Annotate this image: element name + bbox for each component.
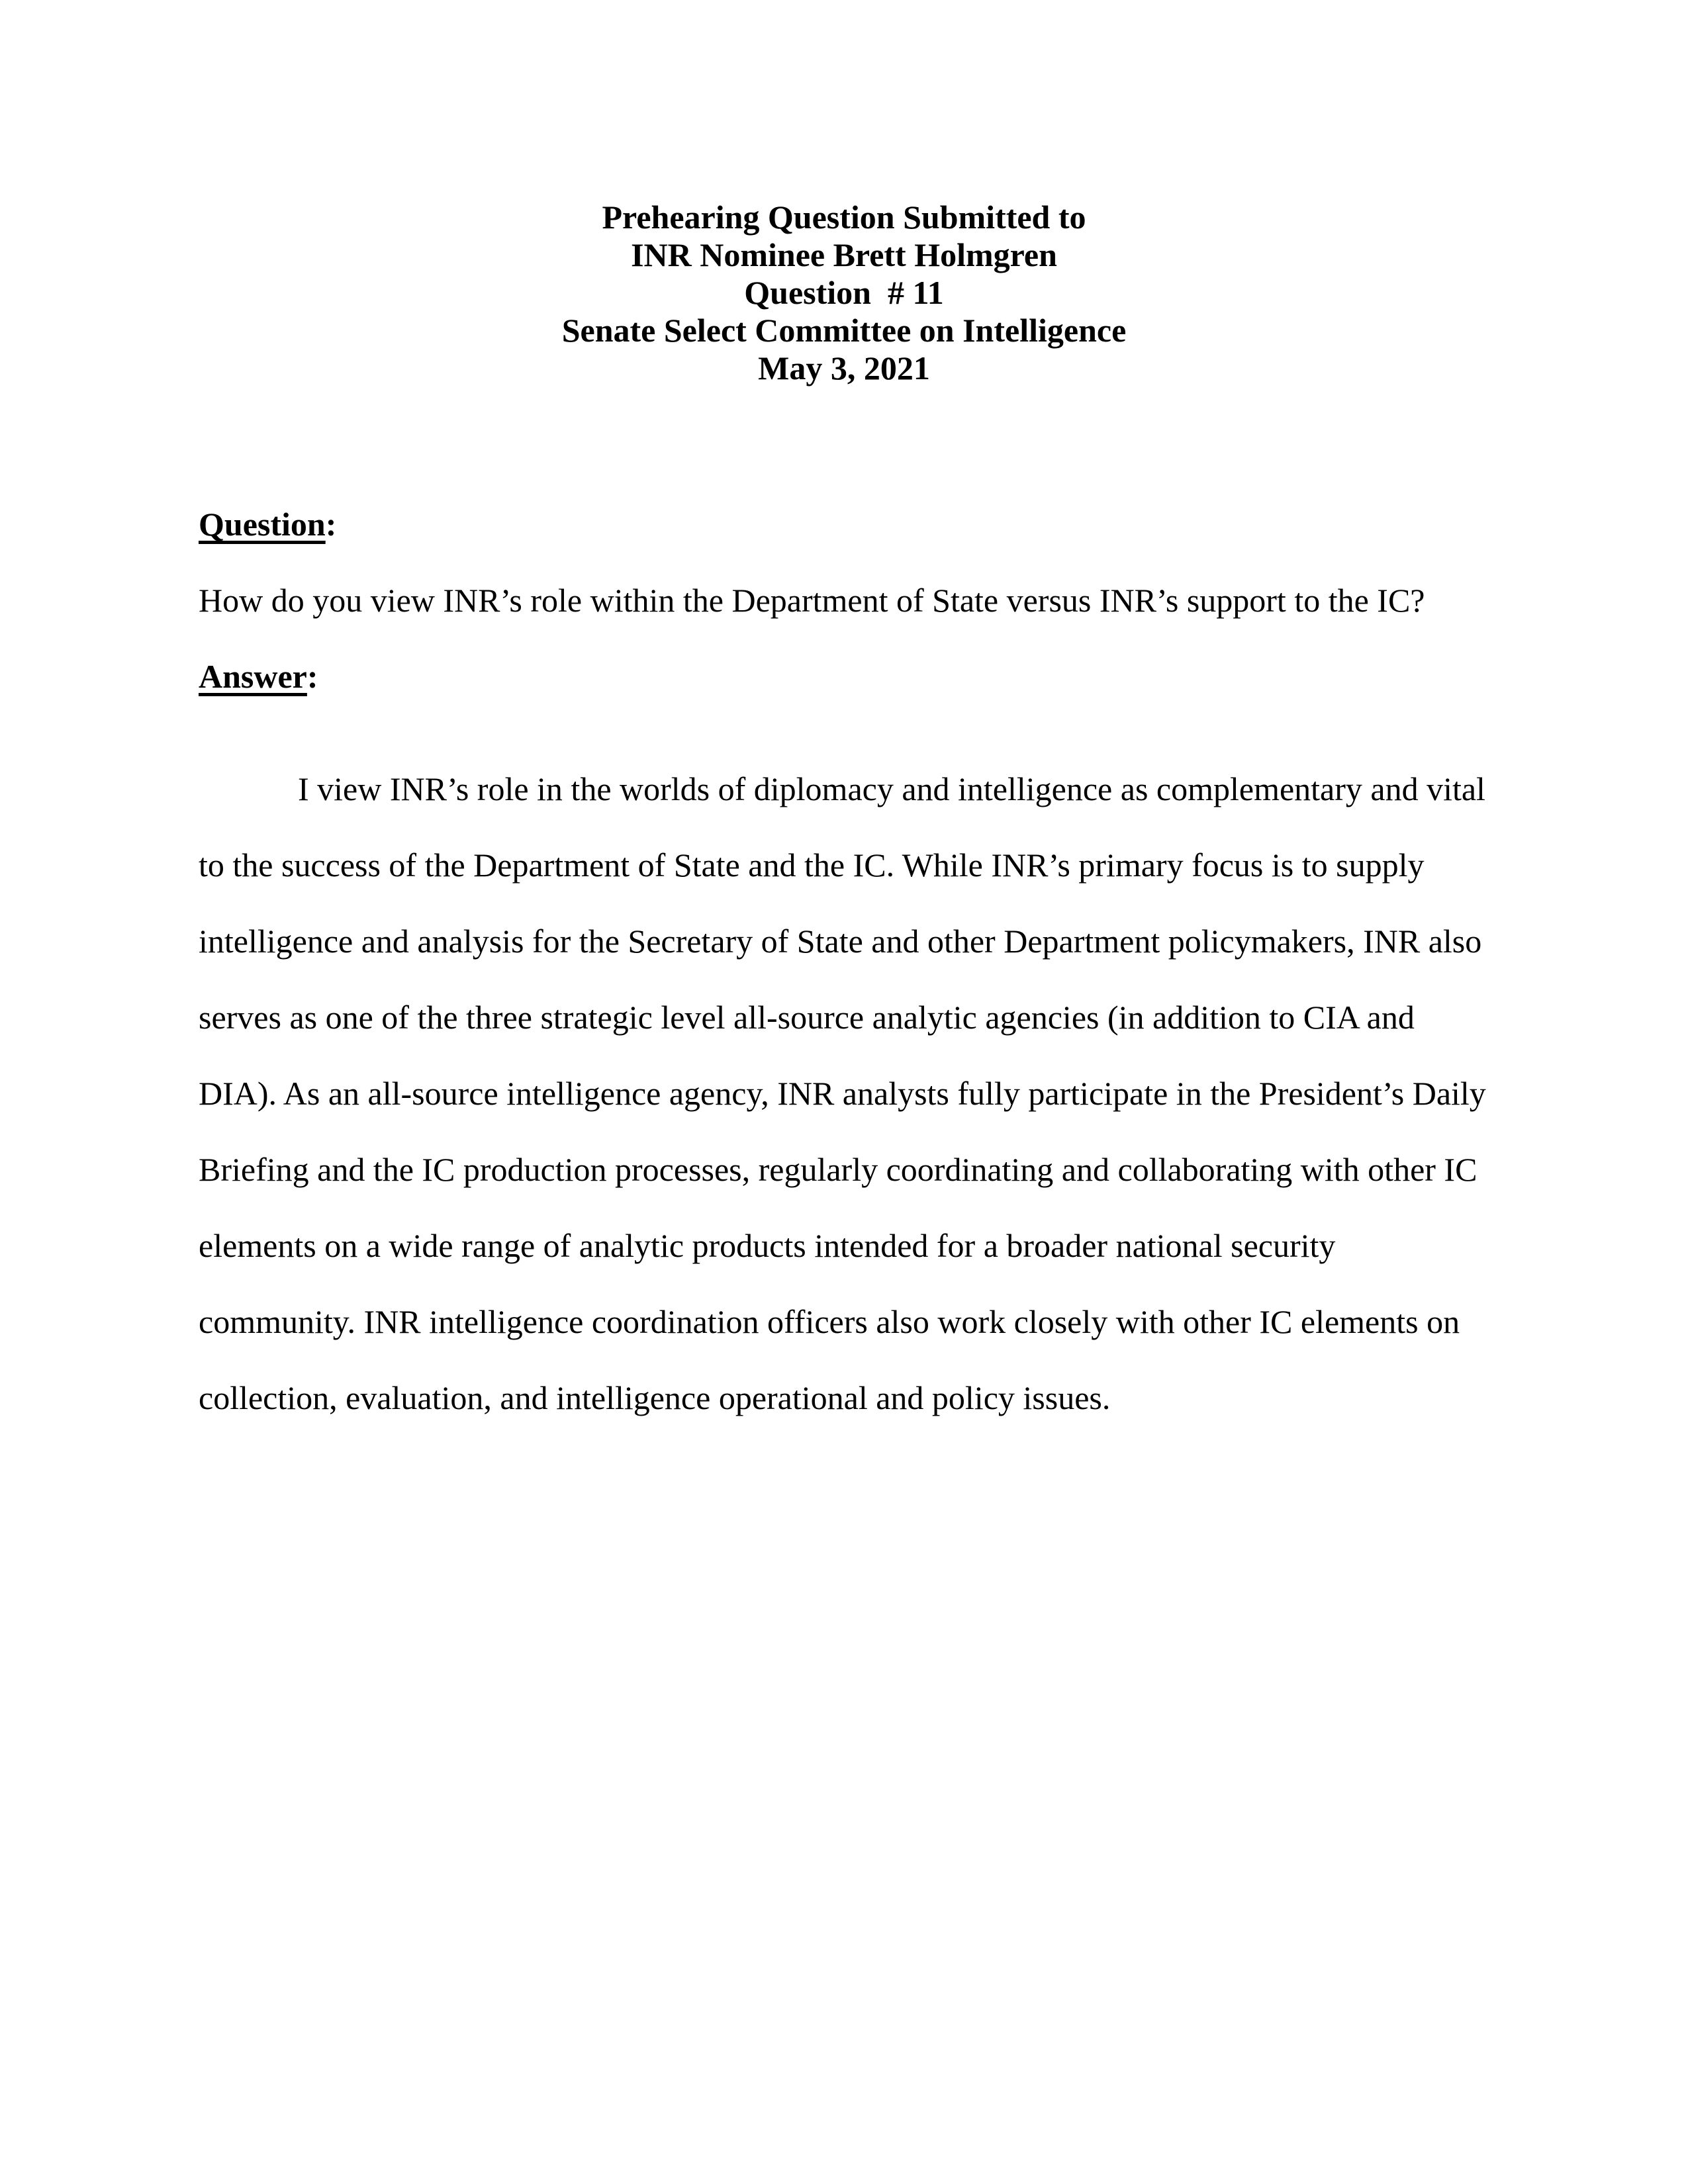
- header-line-nominee: INR Nominee Brett Holmgren: [631, 236, 1057, 273]
- header-line-question-number: Question # 11: [744, 274, 944, 311]
- document-header: [199, 199, 1489, 387]
- answer-label: [199, 639, 1489, 715]
- answer-label-text: Answer: [199, 658, 307, 695]
- answer-label-colon: :: [306, 658, 318, 695]
- document-body: [199, 486, 1489, 1436]
- question-label: [199, 486, 1489, 563]
- question-text: How do you view INR’s role within the Department of State versus INR’s support to the IC?: [199, 582, 1425, 619]
- header-line-date: May 3, 2021: [758, 349, 930, 387]
- header-line-title: Prehearing Question Submitted to: [602, 199, 1086, 236]
- answer-paragraph: I view INR’s role in the worlds of diplomacy and intelligence as complementary and vital to the success of the Department of State and the IC. While INR’s primary focus is to supply intelligence and analysis for the Secretary of State and other Department policymakers, INR also serves as one of the three strategic level all-source analytic agencies (in addition to CIA and DIA). As an all-source intelligence agency, INR analysts fully participate in the President’s Daily Briefing and the IC production processes, regularly coordinating and collaborating with other IC elements on a wide range of analytic products intended for a broader national security community. INR intelligence coordination officers also work closely with other IC elements on collection, evaluation, and intelligence operational and policy issues.: [199, 770, 1486, 1416]
- header-line-committee: Senate Select Committee on Intelligence: [561, 312, 1127, 349]
- question-label-colon: :: [325, 506, 337, 543]
- question-label-text: Question: [199, 506, 326, 543]
